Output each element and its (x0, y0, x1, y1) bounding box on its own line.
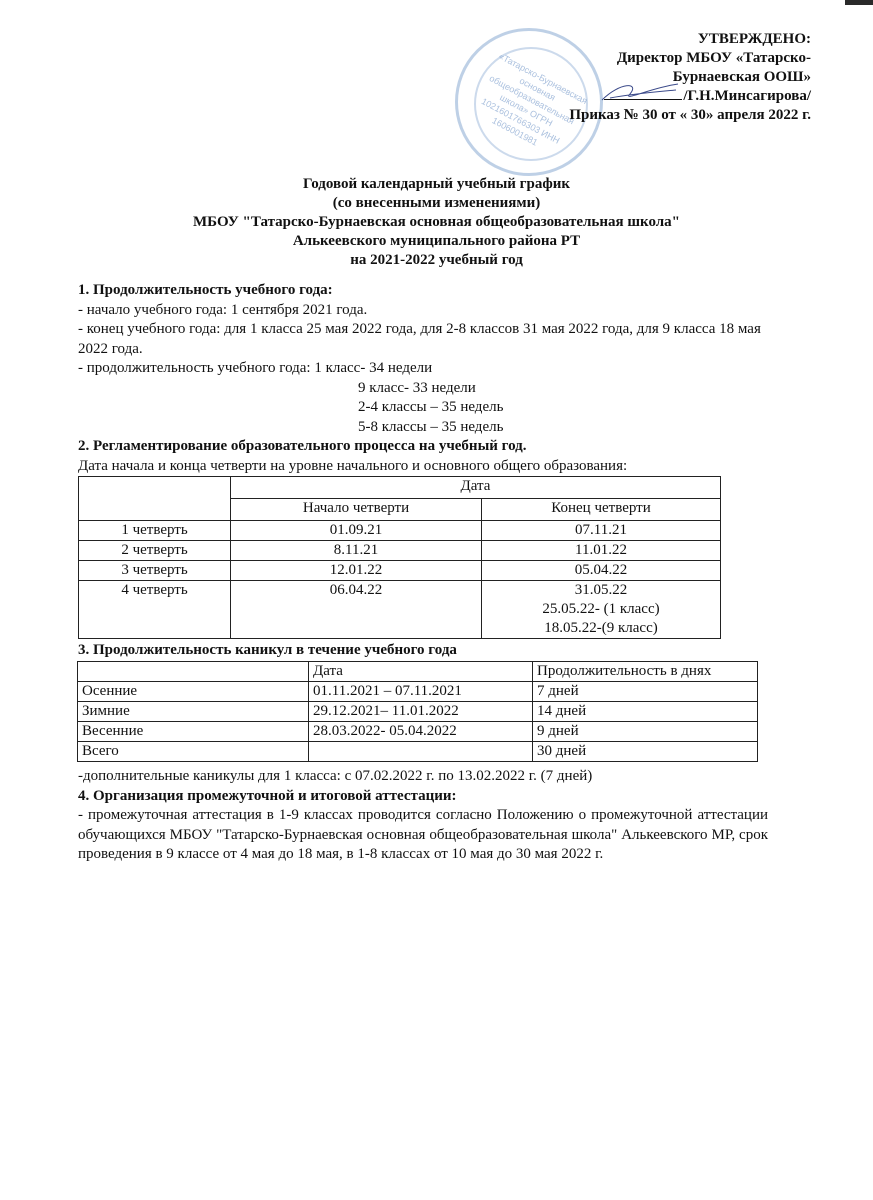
approval-order: Приказ № 30 от « 30» апреля 2022 г. (569, 107, 811, 123)
duration-label: - продолжительность учебного года: (78, 360, 315, 376)
table-row (78, 682, 758, 702)
attestation-text: - промежуточная аттестация в 1-9 классах проводится согласно Положению о промежуточной аттестации обучающихся МБОУ "Татарско-Бурнаевская основная общеобразовательная школа" Алькеевского МР, срок проведения в 9 классе от 4 мая до 18 мая, в 1-8 классах от 10 мая до 30 мая 2022 г. (78, 807, 768, 862)
table-header-empty (79, 477, 231, 521)
holiday-name: Зимние (78, 702, 309, 722)
holiday-dates: 01.11.2021 – 07.11.2021 (309, 682, 533, 702)
holiday-name: Осенние (78, 682, 309, 702)
holidays-table (77, 661, 758, 762)
stamp-text: «Татарско-Бурнаевская основная общеобразовательная школа» ОГРН 1021601766303 ИНН 1606001981 (479, 50, 590, 148)
section-4-heading: 4. Организация промежуточной и итоговой аттестации: (78, 787, 457, 804)
school-year-start: - начало учебного года: 1 сентября 2021 года. (78, 301, 368, 318)
approval-block (569, 30, 811, 125)
signature-line (604, 99, 682, 100)
table-header-date: Дата (231, 477, 721, 499)
table-row (79, 581, 721, 639)
quarter-start: 8.11.21 (231, 541, 482, 561)
duration-item: 9 класс- 33 недели (358, 379, 476, 396)
extra-holidays: -дополнительные каникулы для 1 класса: с 07.02.2022 г. по 13.02.2022 г. (7 дней) (78, 768, 593, 784)
table-header-duration: Продолжительность в днях (533, 662, 758, 682)
quarter-name: 3 четверть (79, 561, 231, 581)
quarter-end (482, 581, 721, 639)
duration-item: 1 класс- 34 недели (314, 360, 433, 376)
title-line3: МБОУ "Татарско-Бурнаевская основная общеобразовательная школа" (192, 214, 681, 230)
holiday-dates: 28.03.2022- 05.04.2022 (309, 722, 533, 742)
quarter-name: 1 четверть (79, 521, 231, 541)
quarter-end: 07.11.21 (482, 521, 721, 541)
quarter-name: 2 четверть (79, 541, 231, 561)
approval-director-line1: Директор МБОУ «Татарско- (616, 50, 811, 66)
holiday-name: Весенние (78, 722, 309, 742)
section-2-intro: Дата начала и конца четверти на уровне начального и основного общего образования: (78, 457, 628, 474)
holiday-duration: 7 дней (533, 682, 758, 702)
section-1 (78, 281, 768, 476)
scan-edge-mark (845, 0, 873, 5)
table-header-date: Дата (309, 662, 533, 682)
table-header-row (79, 477, 721, 499)
holiday-name: Всего (78, 742, 309, 762)
section-2-heading: 2. Регламентирование образовательного процесса на учебный год. (78, 438, 527, 454)
table-header-empty (78, 662, 309, 682)
quarter-end-line: 25.05.22- (1 класс) (542, 601, 660, 617)
quarter-start: 06.04.22 (231, 581, 482, 639)
school-year-end: - конец учебного года: для 1 класса 25 мая 2022 года, для 2-8 классов 31 мая 2022 года, для 9 класса 18 мая 2022 года. (78, 321, 761, 357)
table-header-start: Начало четверти (231, 499, 482, 521)
title-line1: Годовой календарный учебный график (302, 176, 571, 192)
title-line5: на 2021-2022 учебный год (350, 252, 523, 268)
title-line4: Алькеевского муниципального района РТ (292, 233, 581, 249)
approval-title: УТВЕРЖДЕНО: (697, 31, 811, 47)
quarter-end: 05.04.22 (482, 561, 721, 581)
holiday-duration: 14 дней (533, 702, 758, 722)
quarter-end-line: 31.05.22 (574, 582, 628, 598)
school-year-duration (78, 359, 768, 379)
table-row (78, 702, 758, 722)
section-1-heading: 1. Продолжительность учебного года: (78, 282, 333, 298)
table-row (78, 722, 758, 742)
table-row (79, 521, 721, 541)
approval-signatory: /Г.Н.Минсагирова/ (683, 88, 811, 104)
holiday-dates (309, 742, 533, 762)
title-line2: (со внесенными изменениями) (332, 195, 541, 211)
document-title (0, 175, 873, 270)
quarter-start: 01.09.21 (231, 521, 482, 541)
table-header-end: Конец четверти (482, 499, 721, 521)
quarters-table (78, 476, 721, 639)
section-3-4 (78, 767, 768, 865)
holiday-duration: 30 дней (533, 742, 758, 762)
duration-item: 2-4 классы – 35 недель (358, 399, 504, 415)
quarter-name: 4 четверть (79, 581, 231, 639)
section-3-heading: 3. Продолжительность каникул в течение учебного года (78, 642, 457, 658)
table-header-row (78, 662, 758, 682)
quarter-start: 12.01.22 (231, 561, 482, 581)
holiday-duration: 9 дней (533, 722, 758, 742)
quarter-end-line: 18.05.22-(9 класс) (544, 620, 658, 636)
quarter-end: 11.01.22 (482, 541, 721, 561)
holiday-dates: 29.12.2021– 11.01.2022 (309, 702, 533, 722)
table-row (79, 541, 721, 561)
approval-director-line2: Бурнаевская ООШ» (672, 69, 811, 85)
duration-item: 5-8 классы – 35 недель (358, 418, 504, 435)
table-row (79, 561, 721, 581)
table-row (78, 742, 758, 762)
